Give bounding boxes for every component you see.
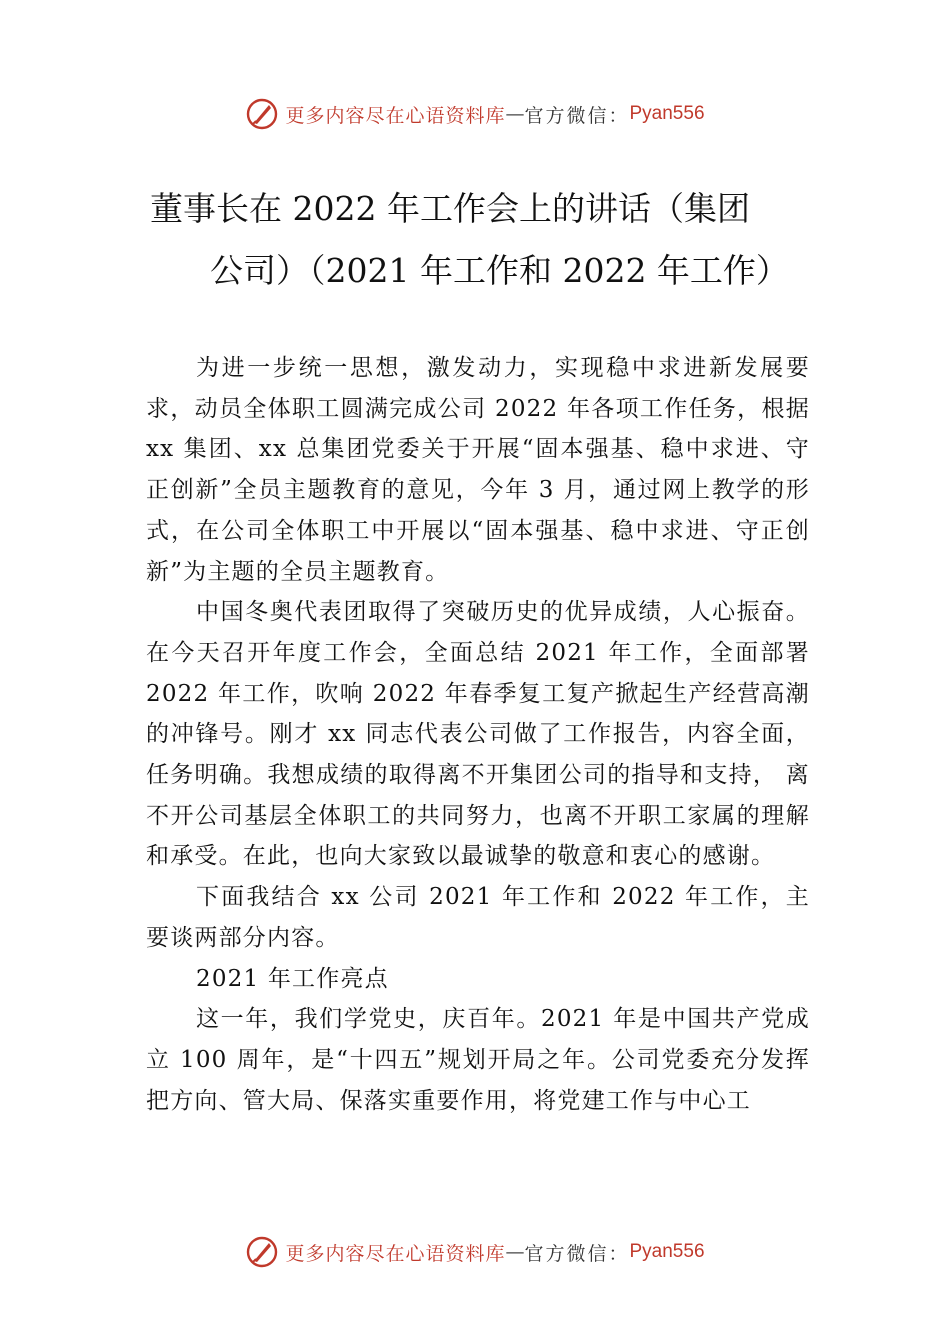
document-title bbox=[150, 178, 810, 302]
paragraph: 这一年，我们学党史，庆百年。2021 年是中国共产党成立 100 周年，是“十四五”规划开局之年。公司党委充分发挥把方向、管大局、保落实重要作用，将党建工作与中心工 bbox=[146, 1006, 810, 1114]
section-heading: 2021 年工作亮点 bbox=[196, 965, 389, 992]
paragraph: 中国冬奥代表团取得了突破历史的优异成绩，人心振奋。在今天召开年度工作会，全面总结 2021 年工作，全面部署 2022 年工作，吹响 2022 年春季复工复产掀起生产经营高潮的冲锋号。刚才 xx 同志代表公司做了工作报告，内容全面，任务明确。我想成绩的取得离不开集团公司的指导和支持， 离不开公司基层全体职工的共同努力，也离不开职工家属的理解和承受。在此，也向大家致以最诚挚的敬意和衷心的感谢。 bbox=[146, 599, 810, 870]
banner-site-text: 更多内容尽在心语资料库 bbox=[285, 1242, 506, 1265]
paragraph: 下面我结合 xx 公司 2021 年工作和 2022 年工作，主要谈两部分内容。 bbox=[146, 884, 810, 951]
banner-wechat-label: 官方微信： bbox=[524, 1242, 630, 1265]
document-body bbox=[146, 348, 810, 1121]
banner-site-text: 更多内容尽在心语资料库 bbox=[285, 104, 506, 127]
banner-wechat-label: 官方微信： bbox=[524, 104, 630, 127]
title-line-2: 公司）（2021 年工作和 2022 年工作） bbox=[210, 251, 789, 290]
paragraph: 为进一步统一思想，激发动力，实现稳中求进新发展要求，动员全体职工圆满完成公司 2022 年各项工作任务，根据 xx 集团、xx 总集团党委关于开展“固本强基、稳中求进、守正创新”全员主题教育的意见，今年 3 月，通过网上教学的形式，在公司全体职工中开展以“固本强基、稳中求进、守正创新”为主题的全员主题教育。 bbox=[146, 355, 810, 585]
title-line-1: 董事长在 2022 年工作会上的讲话（集团 bbox=[150, 189, 750, 228]
banner-separator: — bbox=[505, 103, 525, 125]
banner-wechat-id: Pyan556 bbox=[629, 103, 705, 124]
quill-logo-icon bbox=[245, 1235, 279, 1269]
header-banner bbox=[0, 94, 950, 134]
banner-wechat-id: Pyan556 bbox=[629, 1241, 705, 1262]
quill-logo-icon bbox=[245, 97, 279, 131]
banner-separator: — bbox=[505, 1241, 525, 1263]
footer-banner bbox=[0, 1232, 950, 1272]
